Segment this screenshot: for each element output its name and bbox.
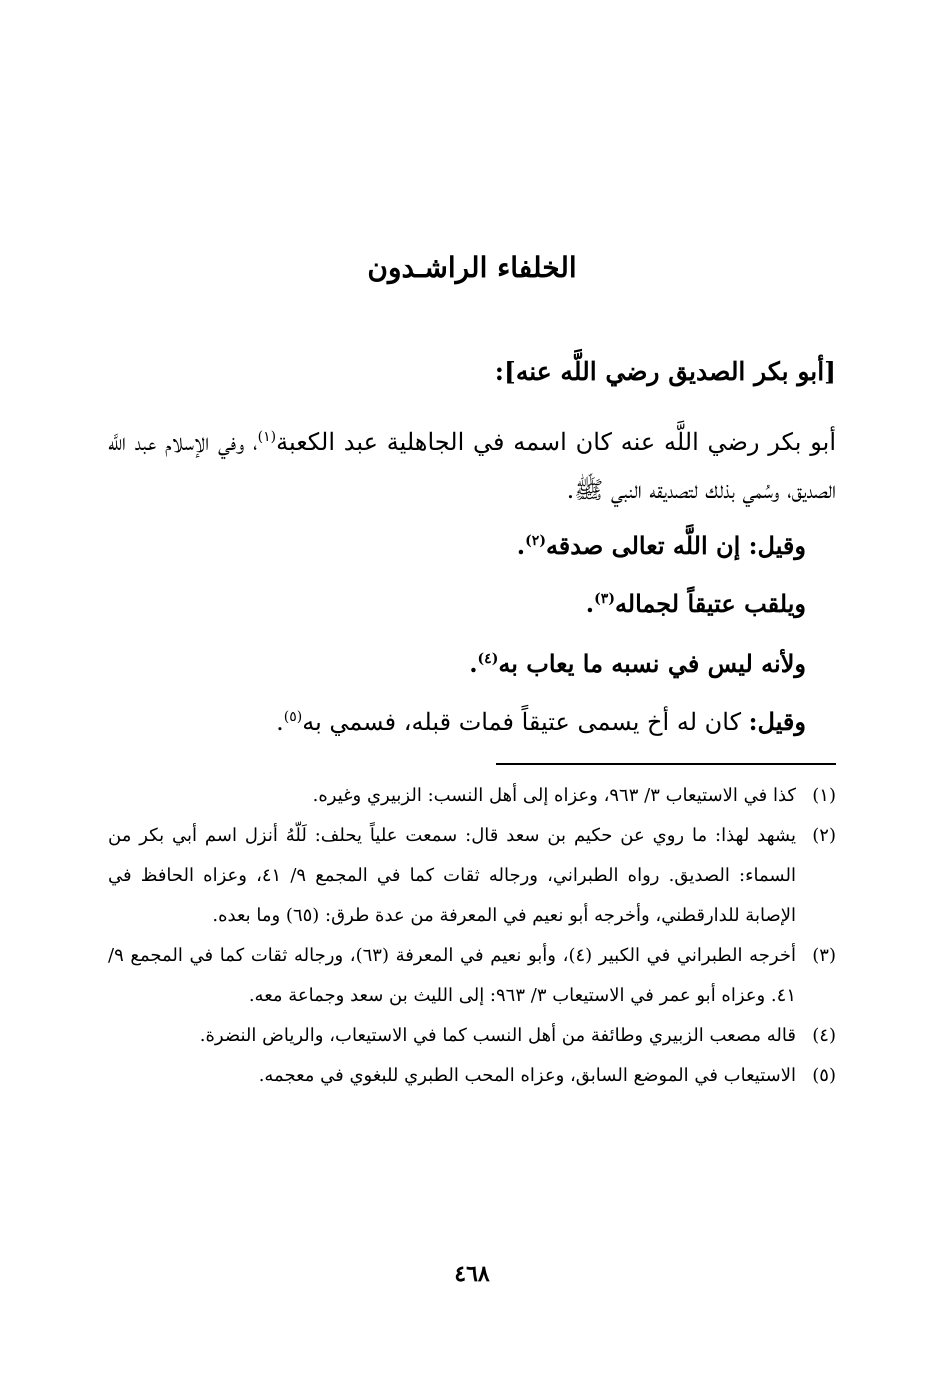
footnote-number: (٢): [812, 825, 836, 846]
page-title: الخلفاء الراشـدون: [367, 251, 577, 284]
body-line: [106, 584, 806, 624]
body-paragraph: [108, 418, 836, 514]
footnote-ref[interactable]: (٤): [477, 651, 499, 667]
line-text: إن اللَّه تعالى صدقه: [545, 531, 749, 560]
footnote-item: [108, 1016, 836, 1056]
footnote-text: كذا في الاستيعاب ٣/ ٩٦٣، وعزاه إلى أهل النسب: الزبيري وغيره.: [312, 785, 796, 806]
footnote-text: أخرجه الطبراني في الكبير (٤)، وأبو نعيم في المعرفة (٦٣)، ورجاله ثقات كما في المجمع ٩/ ٤١. وعزاه أبو عمر في الاستيعاب ٣/ ٩٦٣: إلى الليث بن سعد وجماعة معه.: [108, 945, 796, 1006]
line-tail: .: [585, 589, 595, 618]
page-number: ٤٦٨: [454, 1261, 490, 1287]
paragraph-text: أبو بكر رضي اللَّه عنه كان اسمه في الجاهلية عبد الكعبة: [276, 428, 837, 456]
line-text: ولأنه ليس في نسبه ما يعاب به: [498, 649, 806, 678]
footnote-item: [108, 776, 836, 816]
footnote-ref[interactable]: (١): [257, 429, 277, 445]
line-lead: وقيل:: [748, 531, 806, 560]
line-tail: .: [469, 649, 478, 678]
footnote-ref[interactable]: (٣): [594, 591, 615, 607]
footnote-number: (٤): [812, 1025, 836, 1046]
footnote-number: (٣): [812, 945, 836, 966]
footnote-ref[interactable]: (٢): [525, 533, 546, 549]
body-line: [106, 702, 806, 742]
line-text: كان له أخ يسمى عتيقاً فمات قبله، فسمي به: [302, 708, 749, 736]
section-heading: [أبو بكر الصديق رضي اللَّه عنه]:: [494, 357, 836, 386]
footnote-text: قاله مصعب الزبيري وطائفة من أهل النسب كما في الاستيعاب، والرياض النضرة.: [199, 1025, 796, 1046]
footnote-text: يشهد لهذا: ما روي عن حكيم بن سعد قال: سمعت علياً يحلف: لَلّهُ أنزل اسم أبي بكر من السماء: الصديق. رواه الطبراني، ورجاله ثقات كما في المجمع ٩/ ٤١، وعزاه الحافظ في الإصابة للدارقطني، وأخرجه أبو نعيم في المعرفة من عدة طرق: (٦٥) وما بعده.: [108, 825, 796, 926]
body-line: [106, 644, 806, 684]
footnote-ref[interactable]: (٥): [283, 709, 303, 725]
line-tail: .: [516, 531, 526, 560]
line-lead: وقيل:: [748, 707, 806, 736]
footnote-number: (١): [812, 785, 836, 806]
footnote-number: (٥): [812, 1065, 836, 1086]
footnotes: [108, 776, 836, 1096]
line-text: ويلقب عتيقاً لجماله: [614, 589, 806, 618]
footnote-item: [108, 936, 836, 1016]
footnote-item: [108, 1056, 836, 1096]
footnote-item: [108, 816, 836, 936]
line-tail: .: [276, 708, 284, 736]
paragraph-text: ، وفي الإسلام عبد اللَّه الصديق، وسُمي بذلك لتصديقه النبي ﷺ.: [108, 428, 836, 504]
body-line: [106, 526, 806, 566]
footnote-divider: [496, 763, 836, 765]
footnote-text: الاستيعاب في الموضع السابق، وعزاه المحب الطبري للبغوي في معجمه.: [258, 1065, 796, 1086]
